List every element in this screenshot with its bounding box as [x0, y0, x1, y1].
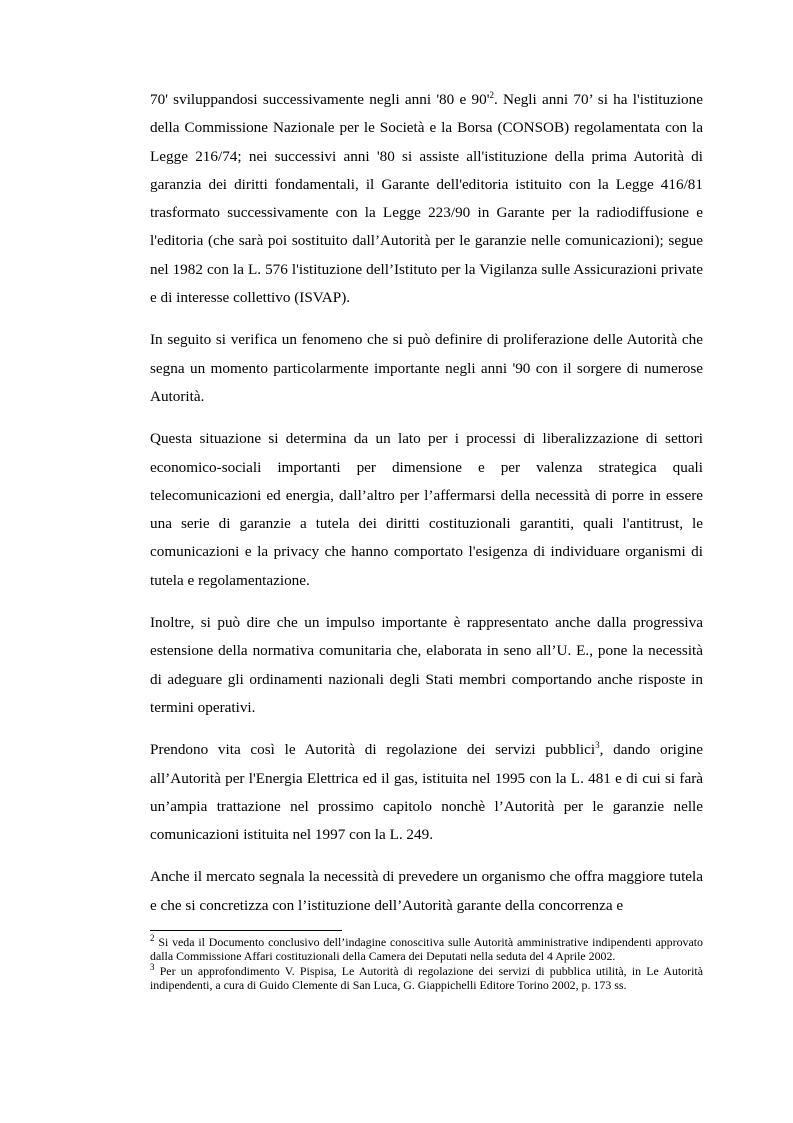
- footnotes: [150, 930, 703, 993]
- footnote-text: Si veda il Documento conclusivo dell’indagine conoscitiva sulle Autorità amministrative indipendenti approvato dalla Commissione Affari costituzionali della Camera dei Deputati nella seduta del 4 Aprile 2002.: [150, 935, 703, 964]
- paragraph-5: [150, 736, 703, 849]
- footnote-number: 3: [150, 961, 155, 972]
- paragraph-1-text-a: 70' sviluppandosi successivamente negli anni '80 e 90': [150, 91, 490, 108]
- paragraph-3: Questa situazione si determina da un lato per i processi di liberalizzazione di settori economico-sociali importanti per dimensione e per valenza strategica quali telecomunicazioni ed energia, dall’altro per l’affermarsi della necessità di porre in essere una serie di garanzie a tutela dei diritti costituzionali garantiti, quali l'antitrust, le comunicazioni e la privacy che hanno comportato l'esigenza di individuare organismi di tutela e regolamentazione.: [150, 430, 703, 589]
- paragraph-4: Inoltre, si può dire che un impulso importante è rappresentato anche dalla progressiva estensione della normativa comunitaria che, elaborata in seno all’U. E., pone la necessità di adeguare gli ordinamenti nazionali degli Stati membri comportando anche risposte in termini operativi.: [150, 614, 703, 716]
- footnote-number: 2: [150, 933, 155, 944]
- paragraph-5-text-a: Prendono vita così le Autorità di regolazione dei servizi pubblici: [150, 741, 596, 759]
- footnote-2: [150, 935, 703, 964]
- paragraph-1-text-b: . Negli anni 70’ si ha l'istituzione della Commissione Nazionale per le Società e la Borsa (CONSOB) regolamentata con la Legge 216/74; nei successivi anni '80 si assiste all'istituzione della prima Autorità di garanzia dei diritti fondamentali, il Garante dell'editoria istituito con la Legge 416/81 trasformato successivamente con la Legge 223/90 in Garante per la radiodiffusione e l'editoria (che sarà poi sostituito dall’Autorità per le garanzie nelle comunicazioni); segue nel 1982 con la L. 576 l'istituzione dell’Istituto per la Vigilanza sulle Assicurazioni private e di interesse collettivo (ISVAP).: [150, 91, 703, 307]
- footnote-3: [150, 961, 703, 993]
- page-body: [150, 86, 703, 934]
- paragraph-2: In seguito si verifica un fenomeno che si può definire di proliferazione delle Autorità che segna un momento particolarmente importante negli anni '90 con il sorgere di numerose Autorità.: [150, 331, 703, 405]
- footnote-separator: [150, 930, 342, 931]
- paragraph-5-text-b: , dando origine all’Autorità per l'Energia Elettrica ed il gas, istituita nel 1995 con la L. 481 e di cui si farà un’ampia trattazione nel prossimo capitolo nonchè l’Autorità per le garanzie nelle comunicazioni istituita nel 1997 con la L. 249.: [150, 741, 703, 844]
- footnote-text: Per un approfondimento V. Pispisa, Le Autorità di regolazione dei servizi di pubblica utilità, in Le Autorità indipendenti, a cura di Guido Clemente di San Luca, G. Giappichelli Editore Torino 2002, p. 173 ss.: [150, 963, 703, 993]
- paragraph-6: Anche il mercato segnala la necessità di prevedere un organismo che offra maggiore tutela e che si concretizza con l’istituzione dell’Autorità garante della concorrenza e: [150, 868, 703, 914]
- paragraph-1: [150, 86, 703, 312]
- footnote-ref-2[interactable]: 2: [489, 89, 494, 100]
- footnote-ref-3[interactable]: 3: [595, 740, 600, 751]
